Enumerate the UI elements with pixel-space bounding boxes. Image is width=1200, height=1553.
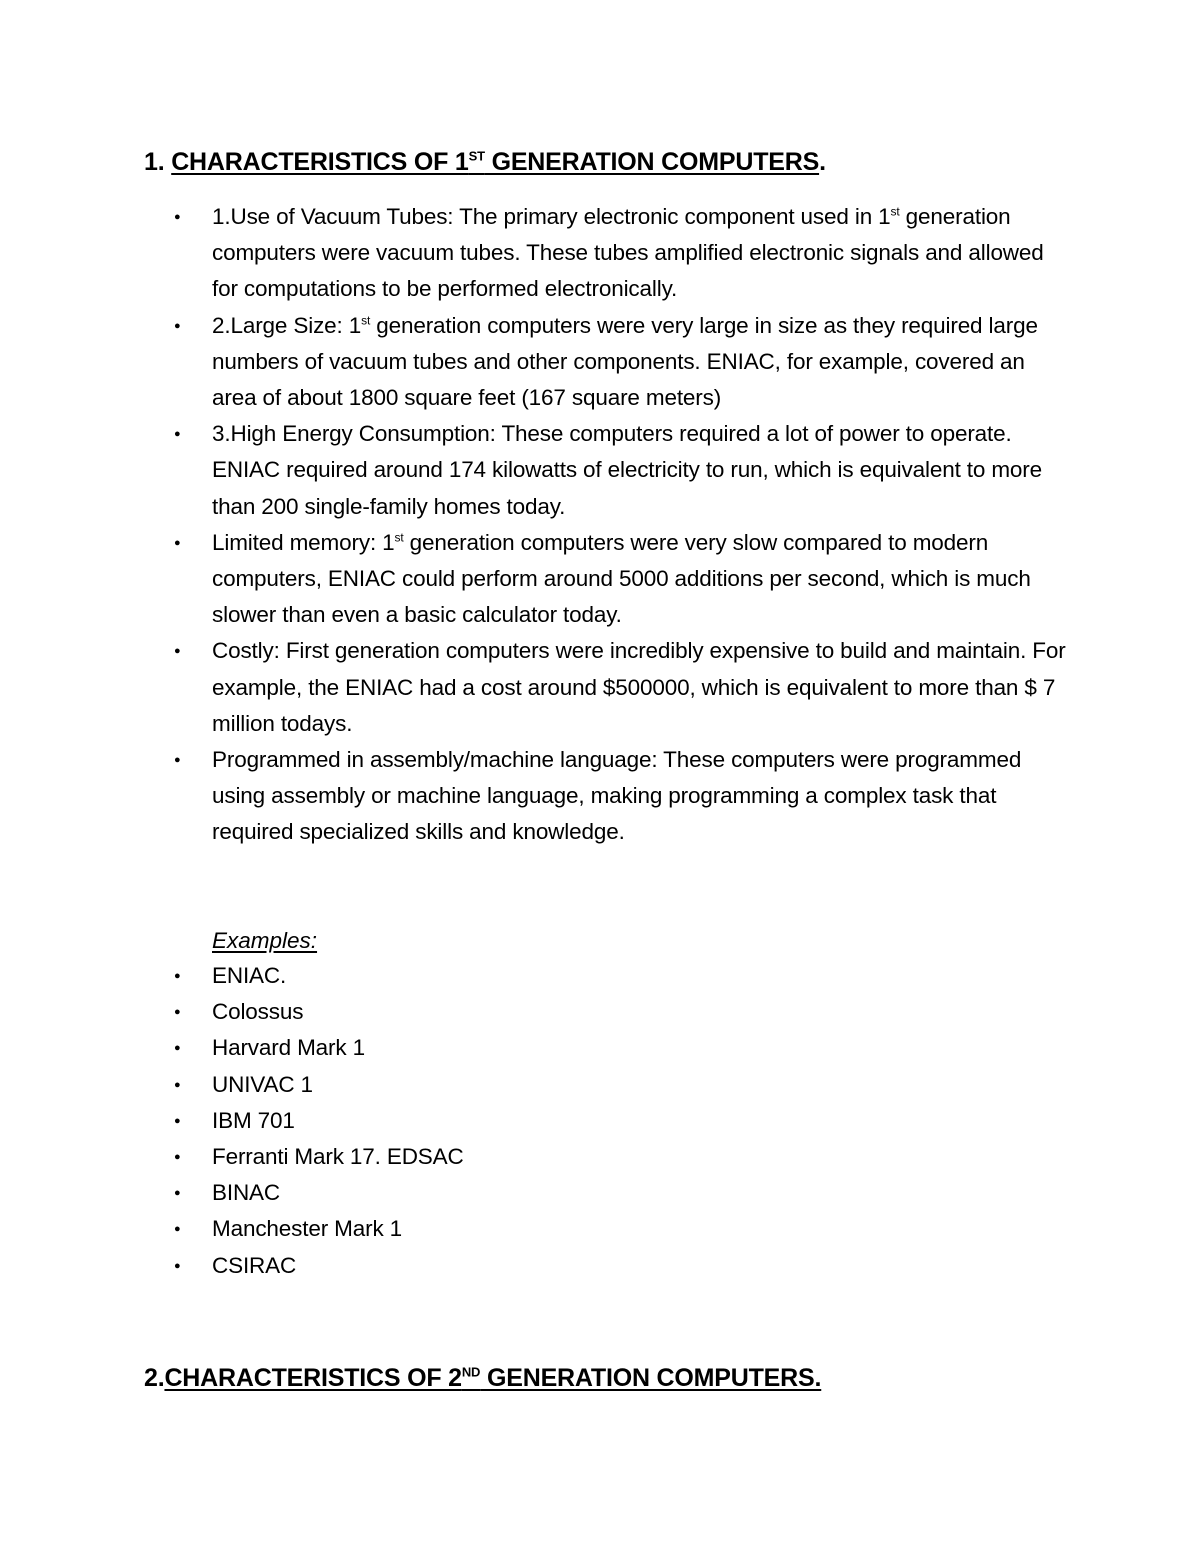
- heading-title-rest: GENERATION COMPUTERS.: [480, 1364, 822, 1392]
- bullet-icon: [174, 416, 181, 455]
- list-item-text: 3.High Energy Consumption: These computers required a lot of power to operate. ENIAC required around 174 kilowatts of electricity to run, which is equivalent to more than 200 single-family homes today.: [212, 421, 1043, 519]
- bullet-icon: [174, 199, 181, 238]
- bullet-icon: [174, 1175, 181, 1214]
- list-item-text: IBM 701: [212, 1107, 295, 1133]
- list-item: [0, 199, 1200, 308]
- list-item: [0, 994, 1200, 1030]
- list-item-text: UNIVAC 1: [212, 1071, 313, 1097]
- list-item-text: CSIRAC: [212, 1252, 297, 1278]
- heading-superscript: ST: [468, 148, 485, 164]
- list-item: [0, 1248, 1200, 1284]
- bullet-icon: [174, 1103, 181, 1142]
- bullet-icon: [174, 525, 181, 564]
- heading-superscript: ND: [461, 1364, 481, 1380]
- list-item-text: Limited memory: 1st generation computers were very slow compared to modern computers, ENIAC could perform around 5000 additions per second, which is much slower than even a basic calculator today.: [212, 529, 1031, 628]
- list-item: [0, 1175, 1200, 1211]
- list-item: [0, 1103, 1200, 1139]
- bullet-icon: [174, 958, 181, 997]
- section-heading-2: [144, 1363, 821, 1393]
- bullet-icon: [174, 633, 181, 672]
- list-item: [0, 525, 1200, 634]
- list-item-text: Colossus: [212, 999, 304, 1025]
- section-heading-1: [144, 147, 826, 177]
- list-item: [0, 742, 1200, 851]
- bullet-icon: [174, 1067, 181, 1106]
- list-item-text: Manchester Mark 1: [212, 1216, 403, 1242]
- list-item-text: Ferranti Mark 17. EDSAC: [212, 1144, 464, 1170]
- list-item-text: Costly: First generation computers were incredibly expensive to build and maintain. For example, the ENIAC had a cost around $500000, which is equivalent to more than $ 7 million todays.: [212, 638, 1066, 736]
- examples-list: [0, 958, 1200, 1284]
- list-item-text: Harvard Mark 1: [212, 1035, 365, 1061]
- bullet-icon: [174, 1248, 181, 1287]
- list-item: [0, 958, 1200, 994]
- examples-label: Examples:: [212, 928, 318, 953]
- heading-title-text: CHARACTERISTICS OF 2: [164, 1364, 462, 1392]
- list-item: [0, 416, 1200, 525]
- bullet-icon: [174, 1139, 181, 1178]
- list-item: [0, 308, 1200, 417]
- bullet-icon: [174, 1211, 181, 1250]
- heading-number: 2.: [144, 1364, 165, 1392]
- list-item: [0, 1211, 1200, 1247]
- heading-title-text: CHARACTERISTICS OF 1: [171, 148, 469, 176]
- list-item: [0, 633, 1200, 742]
- heading-title: [164, 1364, 821, 1392]
- heading-title-rest: GENERATION COMPUTERS: [484, 148, 820, 176]
- list-item: [0, 1030, 1200, 1066]
- characteristics-list: [0, 199, 1200, 851]
- list-item-text: BINAC: [212, 1180, 281, 1206]
- list-item-text: 2.Large Size: 1st generation computers were very large in size as they required large numbers of vacuum tubes and other components. ENIAC, for example, covered an area of about 1800 square feet (167 square meters): [212, 312, 1038, 411]
- heading-title: [171, 148, 819, 176]
- list-item-text: ENIAC.: [212, 963, 287, 988]
- bullet-icon: [174, 308, 181, 347]
- list-item-text: Programmed in assembly/machine language: These computers were programmed using assembly or machine language, making programming a complex task that required specialized skills and knowledge.: [212, 747, 1022, 845]
- bullet-icon: [174, 1030, 181, 1069]
- list-item-text: 1.Use of Vacuum Tubes: The primary electronic component used in 1st generation computers were vacuum tubes. These tubes amplified electronic signals and allowed for computations to be performed electronically.: [212, 204, 1044, 302]
- heading-number: 1.: [144, 148, 172, 176]
- heading-period: .: [819, 148, 826, 176]
- list-item: [0, 1067, 1200, 1103]
- bullet-icon: [174, 742, 181, 781]
- bullet-icon: [174, 994, 181, 1033]
- list-item: [0, 1139, 1200, 1175]
